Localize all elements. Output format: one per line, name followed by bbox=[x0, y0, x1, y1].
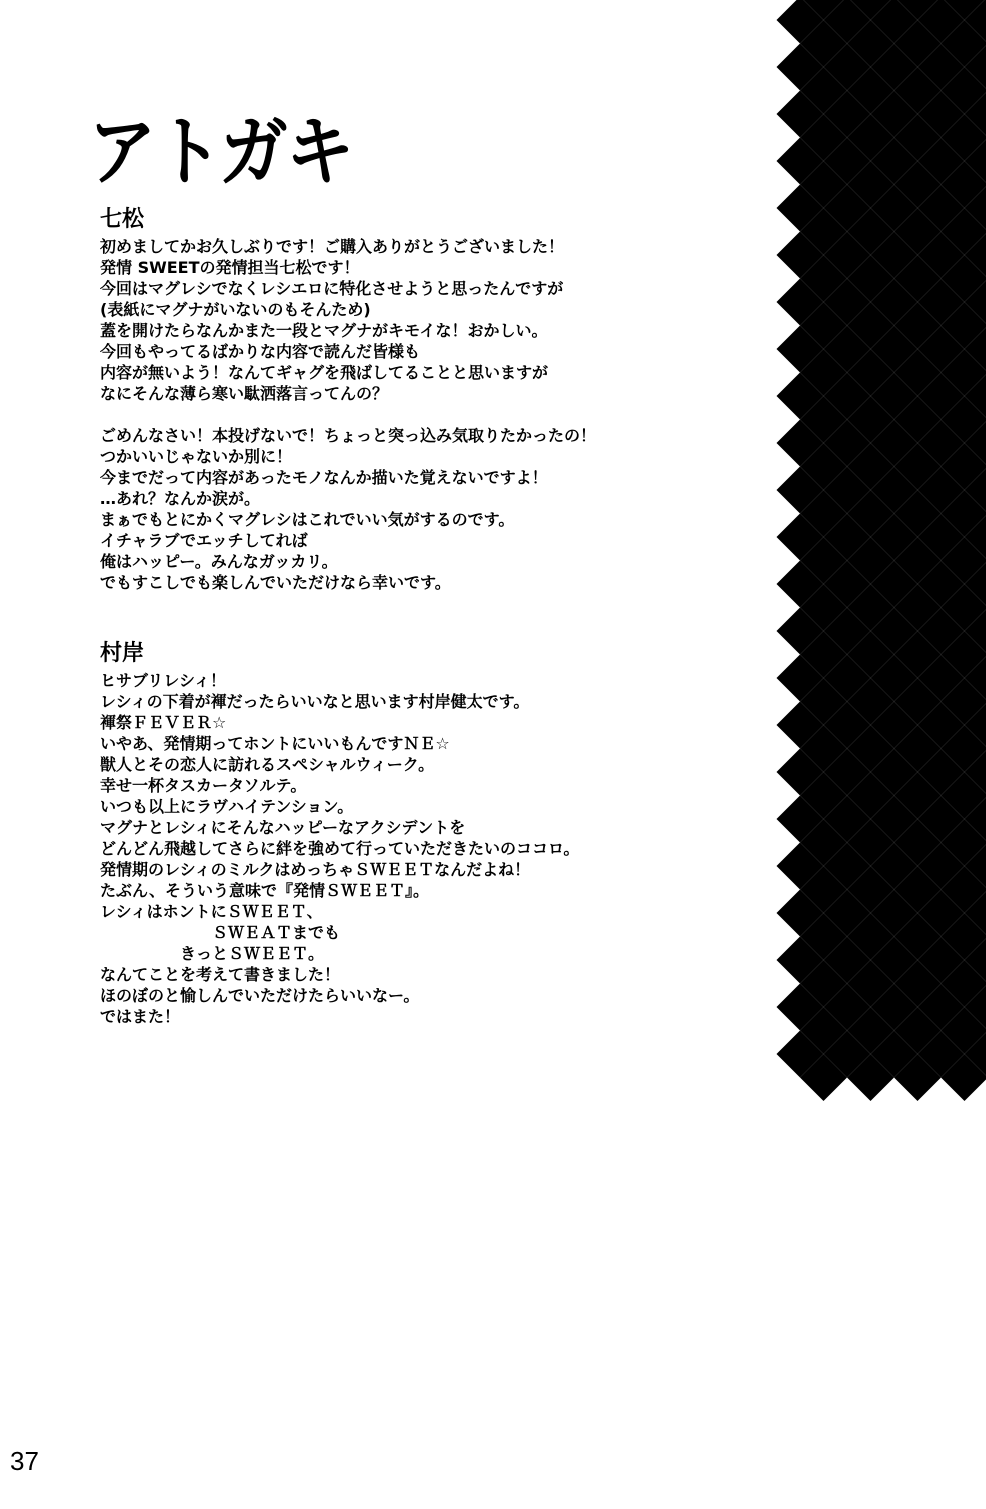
text-line: 発情期のレシィのミルクはめっちゃＳＷＥＥＴなんだよね！ bbox=[100, 860, 531, 879]
page-title: アトガキ bbox=[88, 107, 353, 196]
text-line: なんてことを考えて書きました！ bbox=[100, 965, 341, 984]
text-line: どんどん飛越してさらに絆を強めて行っていただきたいのココロ。 bbox=[100, 839, 580, 858]
text-line: 俺はハッピー。みんなガッカリ。 bbox=[100, 552, 338, 571]
text-line: マグナとレシィにそんなハッピーなアクシデントを bbox=[100, 818, 466, 837]
text-line: 幸せ一杯タスカータソルテ。 bbox=[100, 776, 307, 795]
text-line: レシィの下着が褌だったらいいなと思います村岸健太です。 bbox=[100, 692, 530, 711]
author-name: 七松 bbox=[100, 207, 145, 232]
text-line: 内容が無いよう！なんてギャグを飛ばしてることと思いますが bbox=[100, 363, 549, 382]
text-line: (表紙にマグナがいないのもそんため) bbox=[100, 300, 371, 319]
text-line: きっとＳＷＥＥＴ。 bbox=[100, 944, 325, 963]
text-line: つかいいじゃないか別に！ bbox=[100, 447, 293, 466]
text-line: ごめんなさい！本投げないで！ちょっと突っ込み気取りたかったの！ bbox=[100, 426, 597, 445]
afterword-text bbox=[100, 670, 700, 1027]
text-line: レシィはホントにＳＷＥＥＴ、 bbox=[100, 902, 323, 921]
text-line: 蓋を開けたらなんかまた一段とマグナがキモイな！おかしい。 bbox=[100, 321, 548, 340]
text-line: いやあ、発情期ってホントにいいもんですＮＥ☆ bbox=[100, 734, 450, 753]
author-name: 村岸 bbox=[100, 641, 145, 666]
text-line: イチャラブでエッチしてれば bbox=[100, 531, 308, 550]
text-line: ほのぼのと愉しんでいただけたらいいなー。 bbox=[100, 986, 420, 1005]
paragraph-gap bbox=[100, 404, 700, 425]
text-line: たぶん、そういう意味で『発情ＳＷＥＥＴ』。 bbox=[100, 881, 429, 900]
text-line: 発情 SWEETの発情担当七松です！ bbox=[100, 258, 360, 277]
text-line: なにそんな薄ら寒い駄洒落言ってんの？ bbox=[100, 384, 389, 403]
text-line: …あれ？なんか涙が。 bbox=[100, 489, 261, 508]
text-line: 今回はマグレシでなくレシエロに特化させようと思ったんですが bbox=[100, 279, 564, 298]
afterword-section-nanamatsu bbox=[100, 206, 700, 593]
text-line: ではまた！ bbox=[100, 1007, 181, 1026]
page-number: 37 bbox=[10, 1446, 39, 1476]
text-line: ヒサブリレシィ！ bbox=[100, 671, 227, 690]
text-line: まぁでもとにかくマグレシはこれでいい気がするのです。 bbox=[100, 510, 515, 529]
text-line: 初めましてかお久しぶりです！ご購入ありがとうございました！ bbox=[100, 237, 565, 256]
diamond-tiles bbox=[777, 0, 986, 1101]
text-line: 褌祭ＦＥＶＥＲ☆ bbox=[100, 713, 227, 732]
text-line: いつも以上にラヴハイテンション。 bbox=[100, 797, 354, 816]
text-line: 今までだって内容があったモノなんか描いた覚えないですよ！ bbox=[100, 468, 548, 487]
text-line: でもすこしでも楽しんでいただけなら幸いです。 bbox=[100, 573, 451, 592]
afterword-text bbox=[100, 236, 700, 593]
text-line: ＳＷＥＡＴまでも bbox=[100, 923, 341, 942]
text-line: 今回もやってるばかりな内容で読んだ皆様も bbox=[100, 342, 421, 361]
text-line: 獣人とその恋人に訪れるスペシャルウィーク。 bbox=[100, 755, 435, 774]
afterword-section-murakishi bbox=[100, 640, 700, 1027]
